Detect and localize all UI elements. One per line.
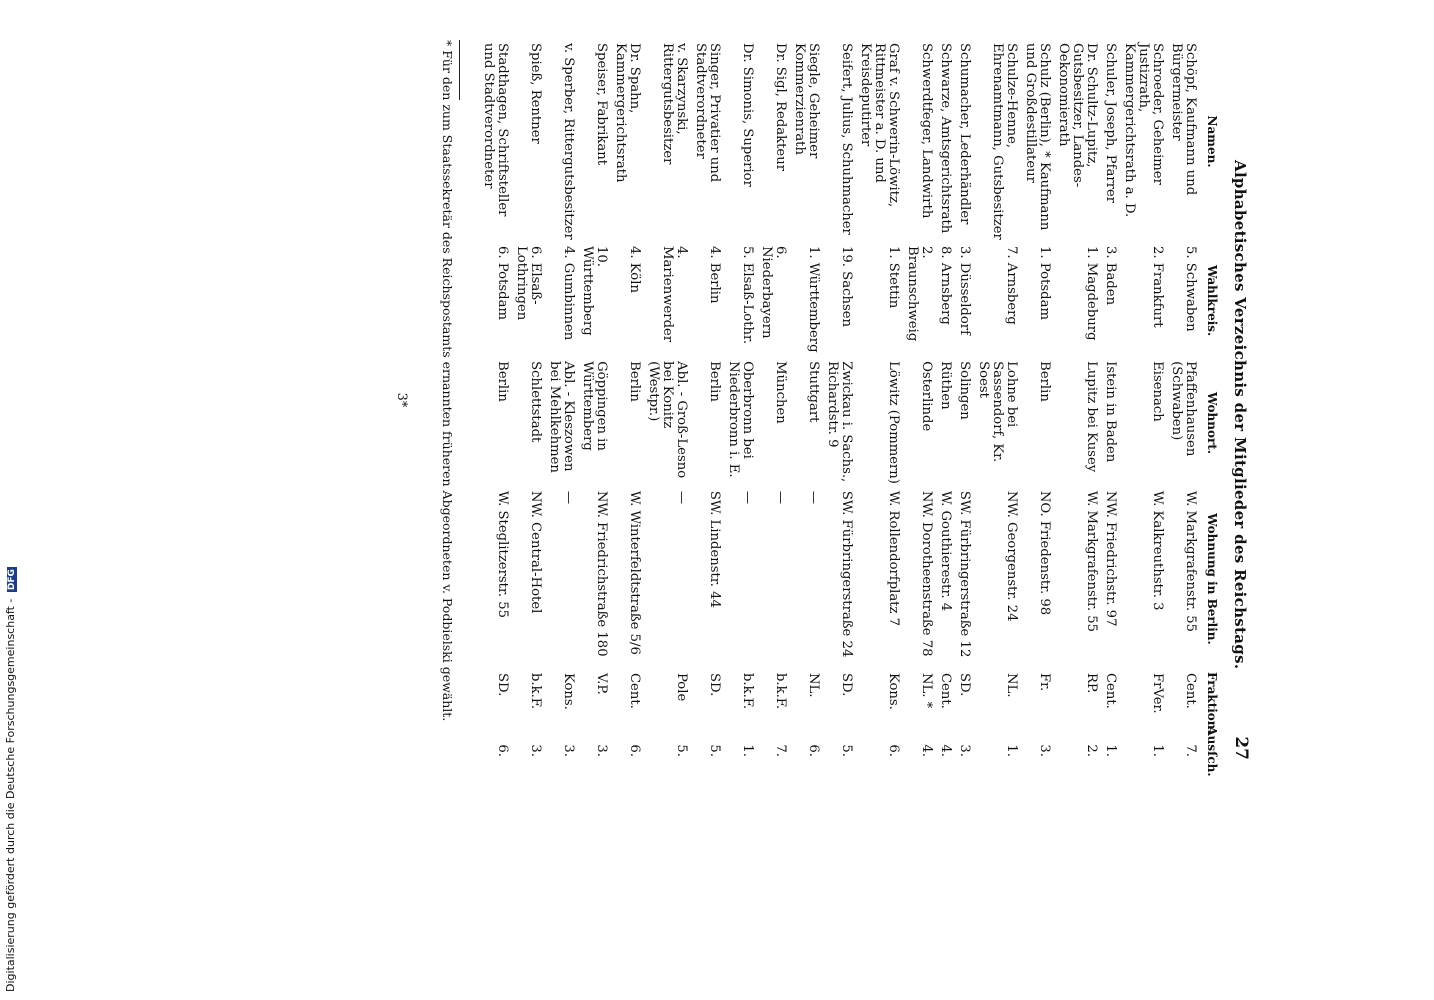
- cell-wohnort: Abl. - Groß-Lesno bei Konitz (Westpr.): [646, 361, 689, 479]
- cell-berlin: W. Winterfeldtstraße 5/6: [627, 490, 642, 655]
- cell-wohnort: Berlin: [495, 361, 510, 402]
- cell-ausschuss: 7.: [1183, 744, 1198, 757]
- cell-berlin: —: [740, 490, 755, 505]
- cell-wahlkreis: 1. Stettin: [886, 246, 901, 309]
- cell-wahlkreis: 4. Marienwerder: [660, 246, 689, 343]
- table-header-row: [1199, 40, 1221, 760]
- cell-name: Dr. Sigl, Redakteur: [773, 43, 788, 172]
- cell-wahlkreis: 2. Frankfurt: [1150, 246, 1165, 328]
- cell-name: Schuler, Joseph, Pfarrer: [1103, 43, 1118, 204]
- cell-name: Dr. Schultz-Lupitz, Gutsbesitzer, Landes-Oekonomierath: [1056, 43, 1099, 188]
- cell-berlin: SW. Lindenstr. 44: [707, 490, 722, 608]
- table-row: [544, 40, 577, 760]
- table-row: [511, 40, 544, 760]
- cell-name: Singer, Privatier und Stadtverordneter: [693, 43, 722, 183]
- cell-berlin: NW. Friedrichstr. 97: [1103, 490, 1118, 627]
- cell-wohnort: Berlin: [1037, 361, 1052, 402]
- col-header-berlin: Wohnung in Berlin.: [1205, 513, 1219, 645]
- cell-ausschuss: 3.: [957, 744, 972, 757]
- table-row: [1100, 40, 1119, 760]
- cell-wahlkreis: 3. Baden: [1103, 246, 1118, 306]
- cell-ausschuss: 5.: [707, 744, 722, 757]
- cell-fraktion: Kons.: [561, 672, 576, 710]
- col-header-ausschuss: Ausſch.: [1205, 726, 1219, 777]
- cell-fraktion: Kons.: [886, 672, 901, 710]
- cell-ausschuss: 7.: [773, 744, 788, 757]
- cell-fraktion: FrVer.: [1150, 672, 1165, 714]
- cell-name: v. Sperber, Rittergutsbesitzer: [561, 43, 576, 240]
- table-row: [789, 40, 822, 760]
- cell-fraktion: Fr.: [1037, 672, 1052, 692]
- table-row: [610, 40, 643, 760]
- cell-ausschuss: 3.: [1037, 744, 1052, 757]
- cell-ausschuss: 2.: [1084, 744, 1099, 757]
- cell-wahlkreis: 5. Elsaß-Lothr.: [740, 246, 755, 345]
- sheet-signature: 3*: [394, 392, 409, 408]
- table-row: [935, 40, 954, 760]
- page-header: [1225, 40, 1255, 760]
- cell-name: Schwarze, Amtsgerichtsrath: [938, 43, 953, 234]
- cell-name: Seifert, Julius, Schuhmacher: [839, 43, 854, 235]
- cell-fraktion: b.k.F.: [773, 672, 788, 710]
- cell-ausschuss: 4.: [919, 744, 934, 757]
- cell-berlin: W. Markgrafenstr. 55: [1084, 490, 1099, 633]
- cell-berlin: W. Gouthierestr. 4: [938, 490, 953, 612]
- col-header-fraktion: Fraktion.: [1205, 671, 1219, 734]
- table-row: [723, 40, 756, 760]
- cell-fraktion: Cent.: [1183, 672, 1198, 709]
- table-row: [478, 40, 511, 760]
- footnote-rule: [459, 40, 460, 100]
- table-row: [1119, 40, 1166, 760]
- cell-berlin: NW. Georgenstr. 24: [1004, 490, 1019, 622]
- cell-fraktion: NL. *: [919, 672, 934, 709]
- cell-fraktion: NL.: [1004, 672, 1019, 698]
- table-row: [822, 40, 855, 760]
- cell-ausschuss: 6.: [806, 744, 821, 757]
- cell-wohnort: Berlin: [707, 361, 722, 402]
- cell-fraktion: SD.: [495, 672, 510, 697]
- cell-wahlkreis: 1. Magdeburg: [1084, 246, 1099, 341]
- cell-berlin: W. Rollendorfplatz 7: [886, 490, 901, 627]
- cell-berlin: NO. Friedenstr. 98: [1037, 490, 1052, 616]
- cell-name: Dr. Simonis, Superior: [740, 43, 755, 187]
- cell-ausschuss: 5.: [674, 744, 689, 757]
- cell-berlin: W. Kalkreuthstr. 3: [1150, 490, 1165, 611]
- table-row: [1053, 40, 1100, 760]
- cell-ausschuss: 6.: [495, 744, 510, 757]
- cell-berlin: W. Markgrafenstr. 55: [1183, 490, 1198, 633]
- table-row: [855, 40, 902, 760]
- table-row: [690, 40, 723, 760]
- cell-berlin: NW. Dorotheenstraße 78: [919, 490, 934, 657]
- cell-name: Graf v. Schwerin-Löwitz, Rittmeister a. D. und Kreisdeputirter: [858, 43, 901, 208]
- table-row: [902, 40, 935, 760]
- cell-fraktion: NL.: [806, 672, 821, 698]
- cell-ausschuss: 6.: [886, 744, 901, 757]
- cell-name: Spieß, Rentner: [528, 43, 543, 144]
- cell-fraktion: Pole: [674, 672, 689, 702]
- page-number: 27: [1231, 736, 1251, 760]
- cell-wahlkreis: 6. Niederbayern: [759, 246, 788, 339]
- cell-ausschuss: 3.: [528, 744, 543, 757]
- rotated-page: [295, 40, 1255, 777]
- cell-name: Dr. Spahn, Kammergerichtsrath: [613, 43, 642, 183]
- cell-fraktion: Cent.: [627, 672, 642, 709]
- credit-text: Digitalisierung gefördert durch die Deutsche Forschungsgemeinschaft -: [4, 598, 17, 992]
- footnote: * Für den zum Staatssekretär des Reichspostamts ernannten früheren Abgeordneten v. Podbielski gewählt.: [440, 40, 455, 722]
- cell-fraktion: SD.: [957, 672, 972, 697]
- table-row: [1020, 40, 1053, 760]
- table-row: [643, 40, 690, 760]
- cell-fraktion: SD.: [707, 672, 722, 697]
- cell-wahlkreis: 1. Potsdam: [1037, 246, 1052, 320]
- cell-wahlkreis: 19. Sachsen: [839, 246, 854, 328]
- cell-wahlkreis: 4. Gumbinnen: [561, 246, 576, 341]
- cell-wohnort: München: [773, 361, 788, 424]
- cell-berlin: —: [773, 490, 788, 505]
- cell-name: Schöpf, Kaufmann und Bürgermeister: [1169, 43, 1198, 196]
- table-row: [1166, 40, 1199, 760]
- members-table: [478, 40, 1221, 777]
- table-row: [954, 40, 973, 760]
- cell-name: v. Skarzynski, Rittergutsbesitzer: [660, 43, 689, 165]
- cell-fraktion: SD.: [839, 672, 854, 697]
- cell-wahlkreis: 1. Württemberg: [806, 246, 821, 353]
- cell-fraktion: Cent.: [1103, 672, 1118, 709]
- table-row: [577, 40, 610, 760]
- col-header-name: Namen.: [1205, 115, 1219, 168]
- cell-berlin: —: [806, 490, 821, 505]
- dfg-logo: DFG: [7, 569, 17, 591]
- cell-wohnort: Stuttgart: [806, 361, 821, 423]
- cell-name: Schroeder, Geheimer Justizrath, Kammergerichtsrath a. D.: [1122, 43, 1165, 218]
- cell-fraktion: V.P.: [594, 672, 609, 695]
- cell-wohnort: Schlettstadt: [528, 361, 543, 443]
- cell-berlin: NW. Central-Hotel: [528, 490, 543, 614]
- col-header-wahlkreis: Wahlkreis.: [1205, 264, 1219, 337]
- cell-berlin: SW. Fürbringerstraße 12: [957, 490, 972, 658]
- cell-name: Schulze-Henne, Ehrenamtmann, Gutsbesitzer: [990, 43, 1019, 240]
- cell-wohnort: Osterlinde: [919, 361, 934, 432]
- cell-wahlkreis: 4. Köln: [627, 246, 642, 293]
- cell-name: Stadthagen, Schriftsteller und Stadtverordneter: [481, 43, 510, 217]
- cell-fraktion: Cent.: [938, 672, 953, 709]
- cell-ausschuss: 1.: [1103, 744, 1118, 757]
- cell-ausschuss: 5.: [839, 744, 854, 757]
- cell-berlin: SW. Fürbringerstraße 24: [839, 490, 854, 658]
- cell-wahlkreis: 6. Elsaß-Lothringen: [514, 246, 543, 321]
- cell-ausschuss: 3.: [594, 744, 609, 757]
- cell-wohnort: Abl. - Kleszowen bei Mehlkehmen: [547, 361, 576, 473]
- cell-berlin: —: [561, 490, 576, 505]
- cell-wohnort: Eisenach: [1150, 361, 1165, 422]
- cell-name: Schulz (Berlin), * Kaufmann und Großdestillateur: [1023, 43, 1052, 231]
- cell-ausschuss: 1.: [1004, 744, 1019, 757]
- cell-name: Schumacher, Lederhändler: [957, 43, 972, 225]
- cell-wahlkreis: 10. Württemberg: [580, 246, 609, 336]
- cell-name: Siegle, Geheimer Kommerzienrath: [792, 43, 821, 159]
- cell-wahlkreis: 5. Schwaben: [1183, 246, 1198, 332]
- cell-wohnort: Berlin: [627, 361, 642, 402]
- cell-name: Schwerdtfeger, Landwirth: [919, 43, 934, 219]
- cell-wahlkreis: 7. Arnsberg: [1004, 246, 1019, 325]
- col-header-wohnort: Wohnort.: [1205, 392, 1219, 454]
- cell-wohnort: Pfaffenhausen (Schwaben): [1169, 361, 1198, 457]
- digitization-credit: [4, 2, 20, 992]
- cell-wahlkreis: 6. Potsdam: [495, 246, 510, 320]
- cell-wohnort: Zwickau i. Sachs., Richardstr. 9: [825, 361, 854, 483]
- cell-wohnort: Göppingen in Württemberg: [580, 361, 609, 451]
- cell-wohnort: Löwitz (Pommern): [886, 361, 901, 484]
- page-title: Alphabetisches Verzeichnis der Mitglieder des Reichstags.: [1231, 160, 1249, 670]
- cell-fraktion: RP.: [1084, 672, 1099, 694]
- cell-berlin: NW. Friedrichstraße 180: [594, 490, 609, 657]
- cell-ausschuss: 3.: [561, 744, 576, 757]
- table-row: [973, 40, 1020, 760]
- cell-wohnort: Solingen: [957, 361, 972, 420]
- cell-wahlkreis: 8. Arnsberg: [938, 246, 953, 325]
- cell-fraktion: b.k.F.: [740, 672, 755, 710]
- cell-wohnort: Lohne bei Sassendorf, Kr. Soest: [976, 361, 1019, 463]
- cell-berlin: W. Steglitzerstr. 55: [495, 490, 510, 618]
- cell-ausschuss: 1.: [740, 744, 755, 757]
- cell-wohnort: Oberbronn bei Niederbronn i. E.: [726, 361, 755, 478]
- cell-ausschuss: 4.: [938, 744, 953, 757]
- cell-ausschuss: 1.: [1150, 744, 1165, 757]
- cell-wahlkreis: 4. Berlin: [707, 246, 722, 304]
- table-row: [756, 40, 789, 760]
- cell-berlin: —: [674, 490, 689, 505]
- cell-fraktion: b.k.F.: [528, 672, 543, 710]
- cell-wahlkreis: 2. Braunschweig: [905, 246, 934, 342]
- cell-wohnort: Istein in Baden: [1103, 361, 1118, 463]
- cell-name: Speiser, Fabrikant: [594, 43, 609, 166]
- cell-wahlkreis: 3. Düsseldorf: [957, 246, 972, 335]
- cell-wohnort: Lupitz bei Kusey: [1084, 361, 1099, 473]
- cell-ausschuss: 6.: [627, 744, 642, 757]
- cell-wohnort: Rüthen: [938, 361, 953, 410]
